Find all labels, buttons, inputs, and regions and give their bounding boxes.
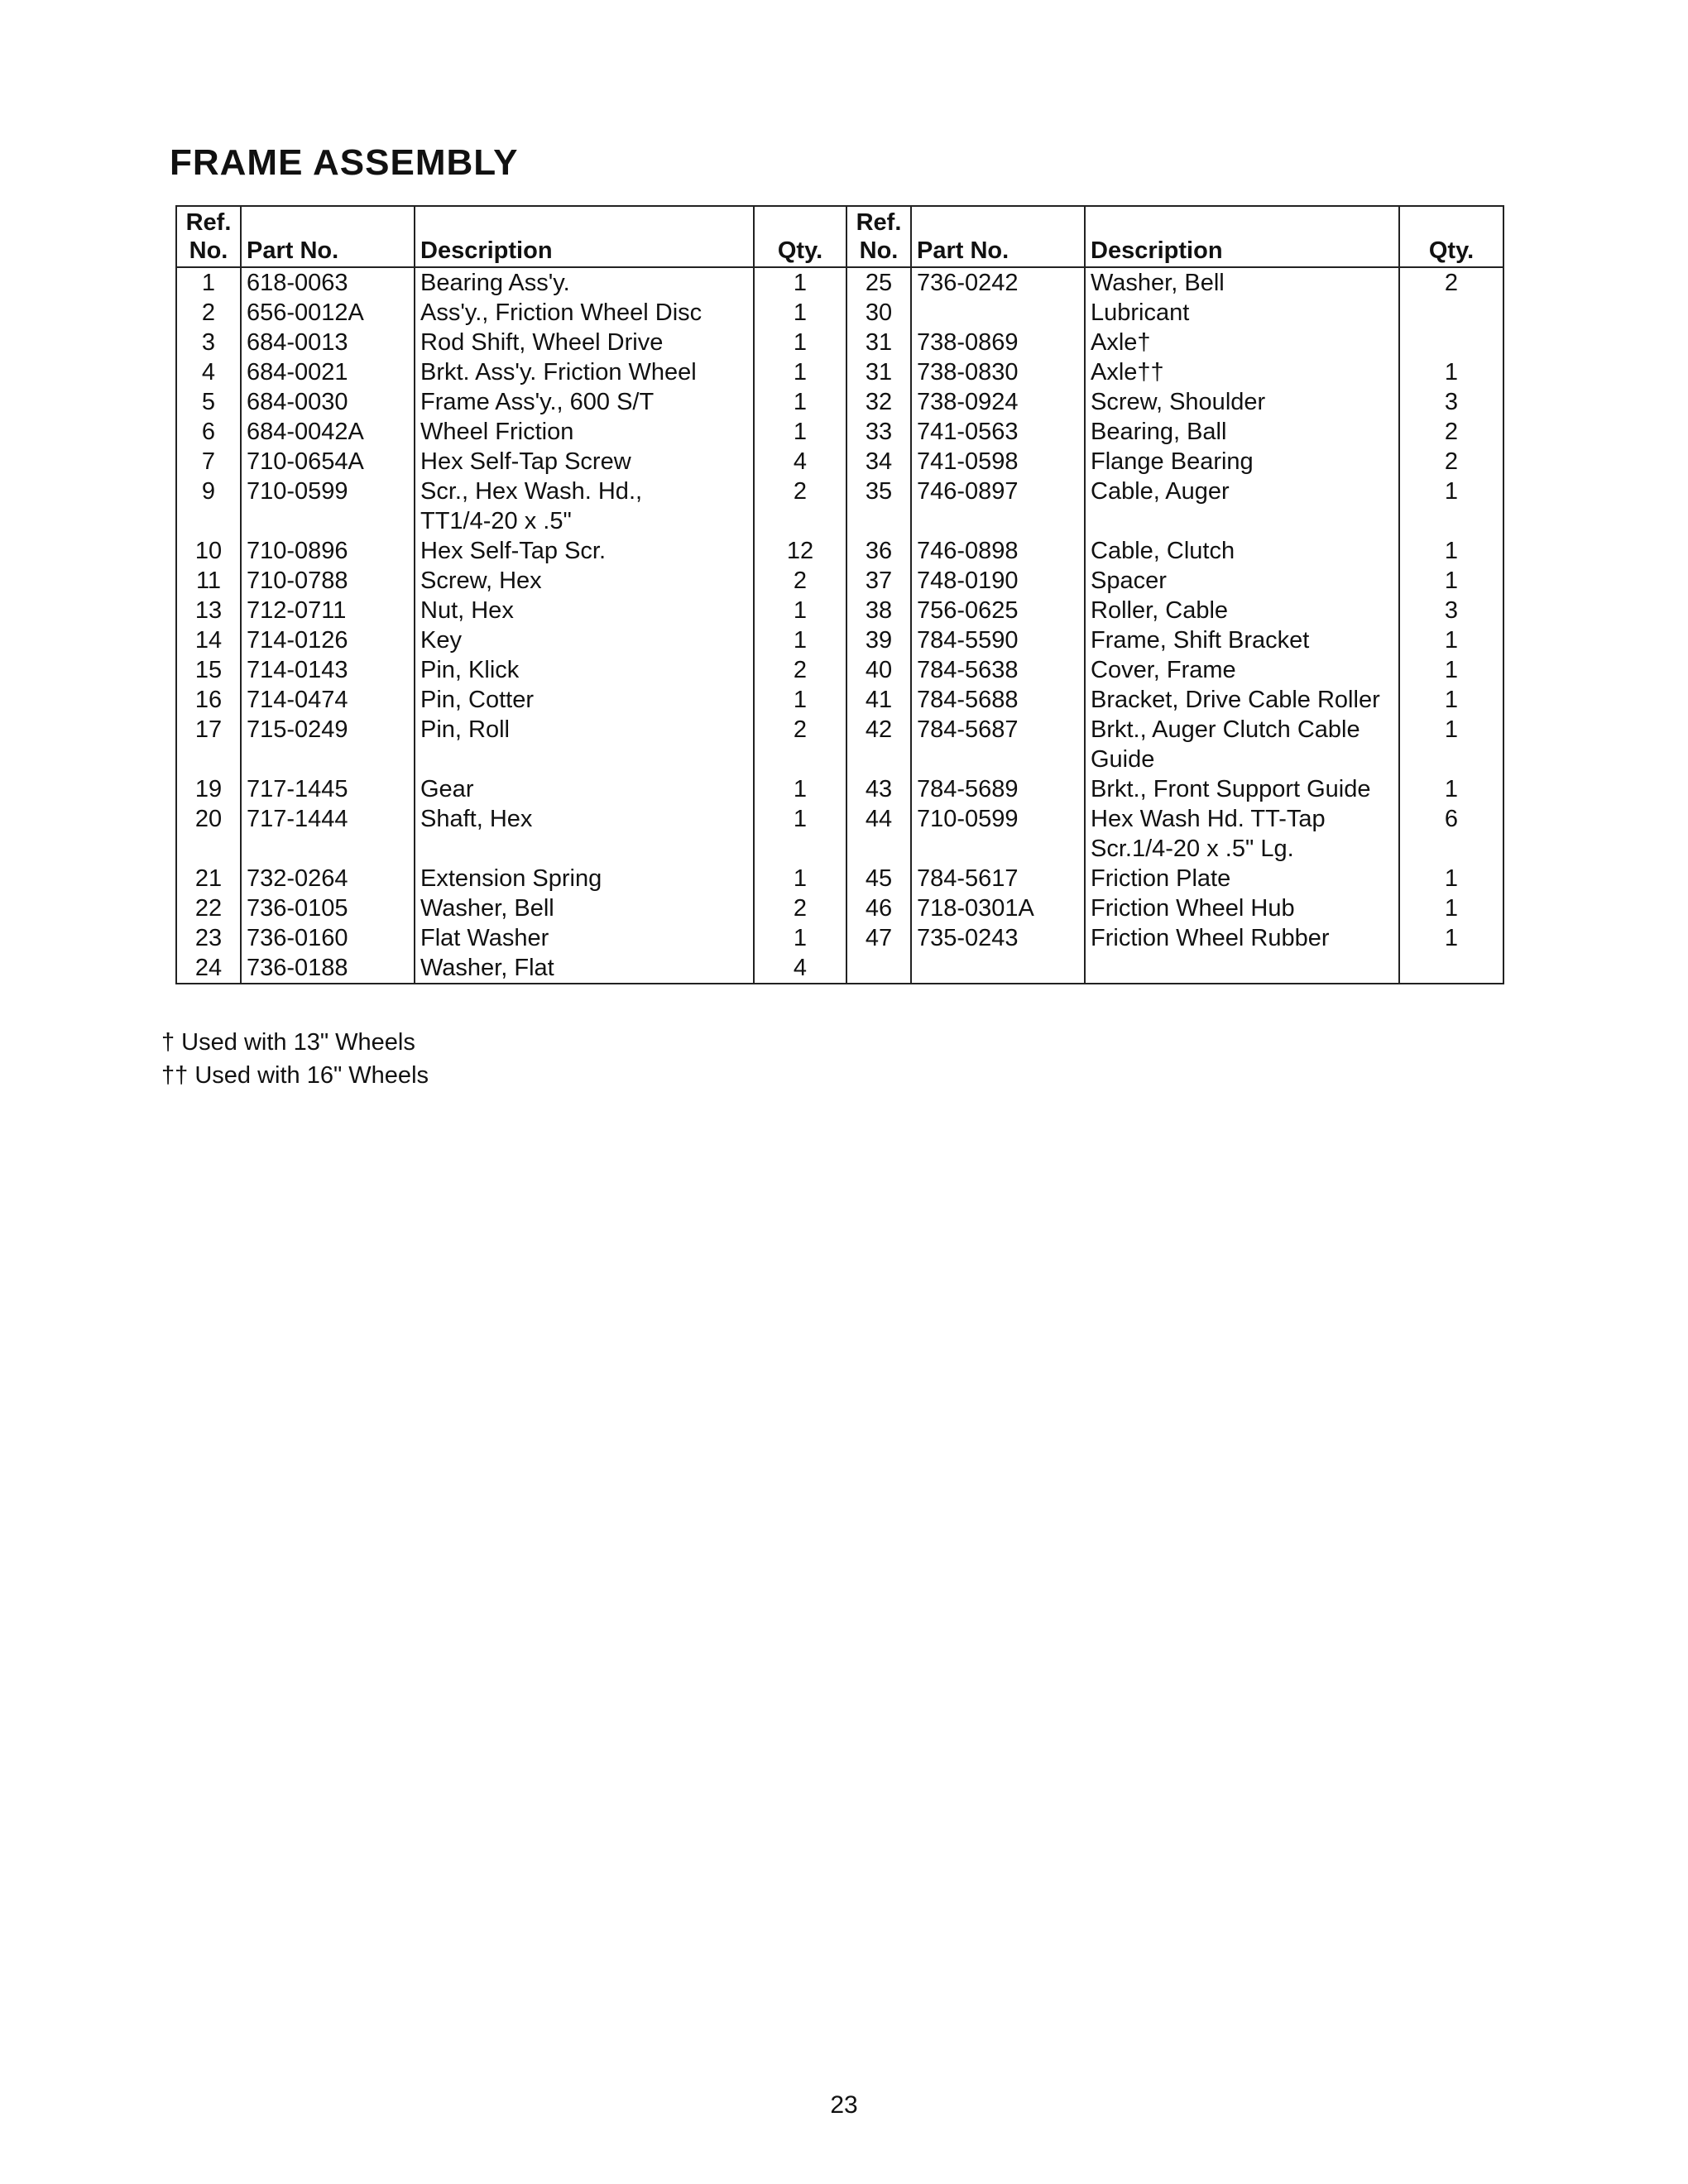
description-cell: [1085, 923, 1399, 953]
part-no-cell: 714-0474: [241, 685, 415, 715]
description-cell: [415, 447, 754, 477]
description-cell: [415, 655, 754, 685]
description-line: Scr., Hex Wash. Hd.,: [420, 478, 643, 505]
part-no-cell: 784-5617: [911, 864, 1085, 893]
table-row: [176, 267, 1503, 298]
ref-no-header-right: [846, 206, 911, 267]
description-cell: [415, 953, 754, 984]
ref-no-cell: 6: [176, 417, 241, 447]
description-cell: [415, 536, 754, 566]
description-cell: [415, 774, 754, 804]
footnote-13-inch-wheels: † Used with 13" Wheels: [161, 1029, 415, 1056]
part-no-cell: 717-1444: [241, 804, 415, 864]
part-no-cell: 684-0021: [241, 357, 415, 387]
ref-no-cell: 11: [176, 566, 241, 596]
part-no-cell: 784-5687: [911, 715, 1085, 774]
part-no-cell: 684-0013: [241, 328, 415, 357]
table-row: [176, 715, 1503, 774]
ref-header-line1: Ref.: [185, 209, 232, 236]
description-line-continued: Scr.1/4-20 x .5" Lg.: [1091, 836, 1294, 862]
description-line: Bracket, Drive Cable Roller: [1091, 687, 1380, 713]
description-line: Pin, Klick: [420, 657, 520, 683]
description-line: Pin, Cotter: [420, 687, 534, 713]
description-cell: [415, 566, 754, 596]
description-line: Frame, Shift Bracket: [1091, 627, 1310, 654]
part-no-cell: 710-0896: [241, 536, 415, 566]
qty-cell: 1: [1399, 566, 1503, 596]
description-line: Wheel Friction: [420, 419, 574, 445]
table-row: [176, 566, 1503, 596]
description-cell: [415, 328, 754, 357]
description-line: Rod Shift, Wheel Drive: [420, 329, 664, 356]
description-line: Friction Wheel Rubber: [1091, 925, 1330, 951]
description-cell: [1085, 804, 1399, 864]
description-line: Shaft, Hex: [420, 806, 533, 832]
qty-cell: 1: [754, 685, 846, 715]
part-no-cell: 712-0711: [241, 596, 415, 625]
ref-no-cell: 14: [176, 625, 241, 655]
page-title: FRAME ASSEMBLY: [170, 142, 519, 183]
description-cell: [1085, 298, 1399, 328]
description-cell: [1085, 387, 1399, 417]
qty-cell: 1: [754, 923, 846, 953]
qty-cell: 2: [1399, 447, 1503, 477]
description-cell: [1085, 685, 1399, 715]
description-line: Hex Wash Hd. TT-Tap: [1091, 806, 1326, 832]
table-row: [176, 953, 1503, 984]
qty-cell: 1: [1399, 357, 1503, 387]
part-no-cell: 784-5590: [911, 625, 1085, 655]
table-row: [176, 357, 1503, 387]
table-row: [176, 625, 1503, 655]
qty-cell: 2: [1399, 417, 1503, 447]
description-cell: [415, 893, 754, 923]
description-cell: [415, 715, 754, 774]
description-cell: [415, 685, 754, 715]
description-line: Bearing, Ball: [1091, 419, 1227, 445]
description-line: Gear: [420, 776, 474, 802]
description-line: Brkt., Auger Clutch Cable: [1091, 716, 1360, 743]
qty-cell: 1: [754, 328, 846, 357]
ref-no-cell: 44: [846, 804, 911, 864]
qty-cell: 2: [754, 655, 846, 685]
part-no-cell: 710-0599: [911, 804, 1085, 864]
qty-cell: 1: [754, 417, 846, 447]
ref-no-cell: 32: [846, 387, 911, 417]
ref-no-cell: 15: [176, 655, 241, 685]
ref-no-cell: 16: [176, 685, 241, 715]
qty-cell: 1: [754, 804, 846, 864]
ref-no-cell: 23: [176, 923, 241, 953]
part-no-cell: 748-0190: [911, 566, 1085, 596]
qty-header-left: Qty.: [754, 206, 846, 267]
ref-no-cell: 24: [176, 953, 241, 984]
description-line: Screw, Hex: [420, 568, 542, 594]
table-row: [176, 893, 1503, 923]
description-cell: [415, 596, 754, 625]
part-no-cell: 746-0897: [911, 477, 1085, 536]
description-line: Flange Bearing: [1091, 448, 1254, 475]
table-row: [176, 596, 1503, 625]
description-cell: [415, 357, 754, 387]
part-no-cell: 656-0012A: [241, 298, 415, 328]
description-cell: [1085, 417, 1399, 447]
ref-no-cell: 30: [846, 298, 911, 328]
description-cell: [1085, 536, 1399, 566]
ref-no-cell: 46: [846, 893, 911, 923]
ref-no-cell: 38: [846, 596, 911, 625]
qty-cell: 1: [1399, 715, 1503, 774]
ref-no-header-left: [176, 206, 241, 267]
ref-header-line2: No.: [859, 237, 899, 264]
qty-cell: 2: [754, 893, 846, 923]
ref-no-cell: 7: [176, 447, 241, 477]
ref-no-cell: [846, 953, 911, 984]
description-line: Pin, Roll: [420, 716, 510, 743]
part-no-cell: 746-0898: [911, 536, 1085, 566]
description-cell: [415, 477, 754, 536]
description-cell: [415, 923, 754, 953]
part-no-cell: 738-0869: [911, 328, 1085, 357]
description-line: Axle††: [1091, 359, 1164, 386]
description-line: Roller, Cable: [1091, 597, 1229, 624]
part-no-cell: [911, 953, 1085, 984]
part-no-cell: 718-0301A: [911, 893, 1085, 923]
part-no-cell: 710-0599: [241, 477, 415, 536]
part-no-cell: [911, 298, 1085, 328]
description-cell: [415, 625, 754, 655]
table-row: [176, 804, 1503, 864]
description-cell: [1085, 357, 1399, 387]
table-body: [176, 267, 1503, 984]
ref-no-cell: 5: [176, 387, 241, 417]
qty-cell: 1: [1399, 893, 1503, 923]
description-line: Cable, Clutch: [1091, 538, 1235, 564]
part-no-cell: 618-0063: [241, 267, 415, 298]
description-line-continued: Guide: [1091, 746, 1155, 773]
description-line: Brkt. Ass'y. Friction Wheel: [420, 359, 697, 386]
description-line: Flat Washer: [420, 925, 549, 951]
description-cell: [1085, 566, 1399, 596]
table-row: [176, 387, 1503, 417]
ref-no-cell: 31: [846, 328, 911, 357]
ref-header-line1: Ref.: [856, 209, 902, 236]
description-line-continued: TT1/4-20 x .5": [420, 508, 572, 534]
description-cell: [415, 387, 754, 417]
ref-no-cell: 45: [846, 864, 911, 893]
part-no-cell: 738-0830: [911, 357, 1085, 387]
description-cell: [415, 864, 754, 893]
qty-cell: [1399, 953, 1503, 984]
table-row: [176, 417, 1503, 447]
description-line: Nut, Hex: [420, 597, 514, 624]
description-cell: [1085, 774, 1399, 804]
ref-no-cell: 41: [846, 685, 911, 715]
part-no-header-left: Part No.: [241, 206, 415, 267]
description-line: Extension Spring: [420, 865, 602, 892]
qty-cell: 3: [1399, 387, 1503, 417]
description-cell: [1085, 267, 1399, 298]
description-line: Spacer: [1091, 568, 1167, 594]
table-row: [176, 536, 1503, 566]
ref-no-cell: 22: [176, 893, 241, 923]
qty-cell: 4: [754, 447, 846, 477]
qty-header-right: Qty.: [1399, 206, 1503, 267]
description-cell: [415, 417, 754, 447]
part-no-cell: 736-0242: [911, 267, 1085, 298]
ref-no-cell: 20: [176, 804, 241, 864]
ref-no-cell: 19: [176, 774, 241, 804]
description-line: Axle†: [1091, 329, 1151, 356]
table-row: [176, 923, 1503, 953]
description-cell: [415, 267, 754, 298]
table-header: [176, 206, 1503, 267]
description-cell: [1085, 625, 1399, 655]
qty-cell: 2: [754, 715, 846, 774]
qty-cell: 3: [1399, 596, 1503, 625]
part-no-cell: 736-0105: [241, 893, 415, 923]
part-no-cell: 714-0143: [241, 655, 415, 685]
part-no-cell: 684-0042A: [241, 417, 415, 447]
part-no-cell: 732-0264: [241, 864, 415, 893]
ref-header-line2: No.: [189, 237, 228, 264]
ref-no-cell: 4: [176, 357, 241, 387]
ref-no-cell: 21: [176, 864, 241, 893]
qty-cell: 1: [1399, 923, 1503, 953]
qty-cell: 2: [754, 477, 846, 536]
parts-table: [175, 205, 1504, 984]
table-row: [176, 774, 1503, 804]
qty-cell: 1: [1399, 655, 1503, 685]
description-cell: [1085, 447, 1399, 477]
part-no-cell: 784-5689: [911, 774, 1085, 804]
description-line: Frame Ass'y., 600 S/T: [420, 389, 655, 415]
description-cell: [1085, 655, 1399, 685]
part-no-cell: 741-0598: [911, 447, 1085, 477]
description-cell: [1085, 477, 1399, 536]
description-line: Cable, Auger: [1091, 478, 1230, 505]
ref-no-cell: 2: [176, 298, 241, 328]
description-line: Hex Self-Tap Screw: [420, 448, 631, 475]
table-row: [176, 864, 1503, 893]
description-line: Brkt., Front Support Guide: [1091, 776, 1371, 802]
part-no-cell: 756-0625: [911, 596, 1085, 625]
ref-no-cell: 33: [846, 417, 911, 447]
qty-cell: 1: [1399, 864, 1503, 893]
qty-cell: 12: [754, 536, 846, 566]
qty-cell: 1: [754, 864, 846, 893]
qty-cell: 1: [754, 596, 846, 625]
qty-cell: 4: [754, 953, 846, 984]
qty-cell: [1399, 298, 1503, 328]
footnote-16-inch-wheels: †† Used with 16" Wheels: [161, 1062, 429, 1089]
part-no-cell: 717-1445: [241, 774, 415, 804]
part-no-cell: 784-5688: [911, 685, 1085, 715]
header-row: [176, 206, 1503, 267]
ref-no-cell: 17: [176, 715, 241, 774]
ref-no-cell: 9: [176, 477, 241, 536]
ref-no-cell: 37: [846, 566, 911, 596]
ref-no-cell: 47: [846, 923, 911, 953]
qty-cell: 1: [754, 298, 846, 328]
description-line: Cover, Frame: [1091, 657, 1236, 683]
ref-no-cell: 35: [846, 477, 911, 536]
ref-no-cell: 36: [846, 536, 911, 566]
table-row: [176, 685, 1503, 715]
ref-no-cell: 31: [846, 357, 911, 387]
qty-cell: 1: [1399, 625, 1503, 655]
description-cell: [1085, 864, 1399, 893]
part-no-cell: 741-0563: [911, 417, 1085, 447]
part-no-cell: 715-0249: [241, 715, 415, 774]
description-line: Lubricant: [1091, 299, 1190, 326]
ref-no-cell: 25: [846, 267, 911, 298]
qty-cell: 6: [1399, 804, 1503, 864]
description-cell: [1085, 893, 1399, 923]
qty-cell: 2: [754, 566, 846, 596]
description-line: Screw, Shoulder: [1091, 389, 1266, 415]
ref-no-cell: 40: [846, 655, 911, 685]
ref-no-cell: 10: [176, 536, 241, 566]
ref-no-cell: 43: [846, 774, 911, 804]
part-no-cell: 714-0126: [241, 625, 415, 655]
description-header-right: Description: [1085, 206, 1399, 267]
description-cell: [1085, 953, 1399, 984]
description-line: Washer, Bell: [420, 895, 554, 922]
part-no-cell: 735-0243: [911, 923, 1085, 953]
description-header-left: Description: [415, 206, 754, 267]
table-row: [176, 298, 1503, 328]
description-line: Ass'y., Friction Wheel Disc: [420, 299, 703, 326]
description-cell: [1085, 596, 1399, 625]
part-no-cell: 736-0160: [241, 923, 415, 953]
qty-cell: 1: [1399, 536, 1503, 566]
description-line: Friction Wheel Hub: [1091, 895, 1295, 922]
ref-no-cell: 1: [176, 267, 241, 298]
table-row: [176, 477, 1503, 536]
qty-cell: 1: [754, 625, 846, 655]
qty-cell: 1: [754, 267, 846, 298]
description-cell: [1085, 328, 1399, 357]
description-line: Washer, Bell: [1091, 270, 1225, 296]
ref-no-cell: 3: [176, 328, 241, 357]
qty-cell: 1: [754, 774, 846, 804]
qty-cell: 1: [1399, 685, 1503, 715]
part-no-cell: 736-0188: [241, 953, 415, 984]
part-no-cell: 710-0788: [241, 566, 415, 596]
table-row: [176, 328, 1503, 357]
description-line: Bearing Ass'y.: [420, 270, 570, 296]
table-row: [176, 447, 1503, 477]
part-no-cell: 684-0030: [241, 387, 415, 417]
ref-no-cell: 34: [846, 447, 911, 477]
table-row: [176, 655, 1503, 685]
qty-cell: 1: [754, 357, 846, 387]
qty-cell: 1: [754, 387, 846, 417]
qty-cell: [1399, 328, 1503, 357]
ref-no-cell: 39: [846, 625, 911, 655]
qty-cell: 1: [1399, 774, 1503, 804]
part-no-cell: 710-0654A: [241, 447, 415, 477]
footnotes: [161, 1026, 429, 1092]
qty-cell: 2: [1399, 267, 1503, 298]
qty-cell: 1: [1399, 477, 1503, 536]
description-line: Friction Plate: [1091, 865, 1231, 892]
description-line: Key: [420, 627, 462, 654]
part-no-cell: 738-0924: [911, 387, 1085, 417]
description-line: Hex Self-Tap Scr.: [420, 538, 607, 564]
description-line: Washer, Flat: [420, 955, 554, 981]
ref-no-cell: 42: [846, 715, 911, 774]
page-number: 23: [830, 2091, 858, 2119]
part-no-header-right: Part No.: [911, 206, 1085, 267]
description-cell: [1085, 715, 1399, 774]
description-cell: [415, 298, 754, 328]
part-no-cell: 784-5638: [911, 655, 1085, 685]
ref-no-cell: 13: [176, 596, 241, 625]
description-cell: [415, 804, 754, 864]
